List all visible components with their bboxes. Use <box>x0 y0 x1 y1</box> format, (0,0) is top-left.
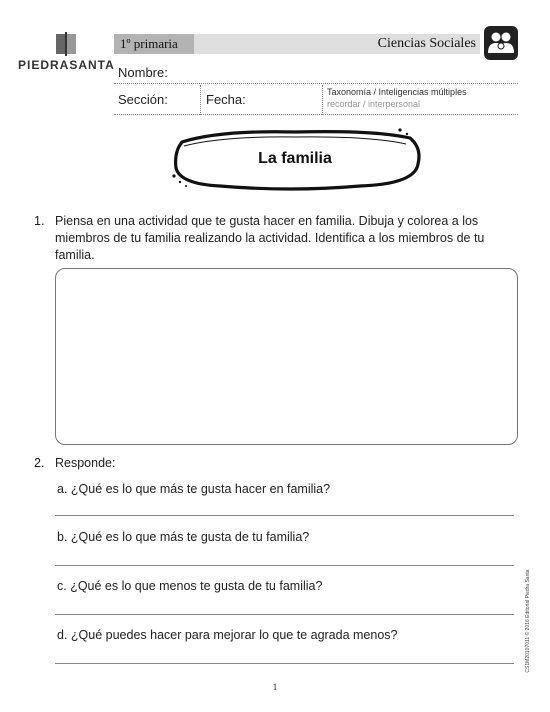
name-label: Nombre: <box>118 65 168 80</box>
section-label: Sección: <box>118 92 168 107</box>
question-number: 1. <box>34 214 45 228</box>
answer-line-c[interactable] <box>55 614 514 615</box>
worksheet-title: La familia <box>258 150 332 167</box>
answer-line-d[interactable] <box>55 663 514 664</box>
family-icon <box>484 26 518 60</box>
grade-label: 1º primaria <box>114 34 194 54</box>
drawing-area[interactable] <box>55 268 518 445</box>
subquestion-b: b. ¿Qué es lo que más te gusta de tu familia? <box>57 530 310 544</box>
date-label: Fecha: <box>206 92 246 107</box>
question-text-line: familia. <box>55 248 95 262</box>
field-divider <box>322 85 323 115</box>
question-text: Responde: <box>55 456 116 470</box>
taxonomy-label: Taxonomía / Inteligencias múltiples <box>327 87 467 97</box>
subject-label: Ciencias Sociales <box>377 36 476 51</box>
title-banner <box>160 124 430 196</box>
logo-text: PIEDRASANTA <box>18 58 115 72</box>
subquestion-c: c. ¿Qué es lo que menos te gusta de tu familia? <box>57 579 323 593</box>
field-divider <box>200 85 201 115</box>
section-date-field[interactable] <box>114 114 518 115</box>
name-field[interactable] <box>114 83 518 84</box>
taxonomy-values: recordar / interpersonal <box>327 99 421 109</box>
question-text-line: miembros de tu familia realizando la actividad. Identifica a los miembros de tu <box>55 231 485 245</box>
subquestion-a: a. ¿Qué es lo que más te gusta hacer en familia? <box>57 482 331 496</box>
question-number: 2. <box>34 456 45 470</box>
copyright-code: CS1M20107011 © 2016 Editorial Piedra Santa <box>525 569 531 673</box>
page-number: 1 <box>272 682 278 692</box>
answer-line-b[interactable] <box>55 565 514 566</box>
publisher-logo <box>18 30 114 74</box>
answer-line-a[interactable] <box>55 515 514 516</box>
subquestion-d: d. ¿Qué puedes hacer para mejorar lo que te agrada menos? <box>57 628 398 642</box>
question-text-line: Piensa en una actividad que te gusta hacer en familia. Dibuja y colorea a los <box>55 214 479 228</box>
book-logo-icon <box>55 32 77 56</box>
